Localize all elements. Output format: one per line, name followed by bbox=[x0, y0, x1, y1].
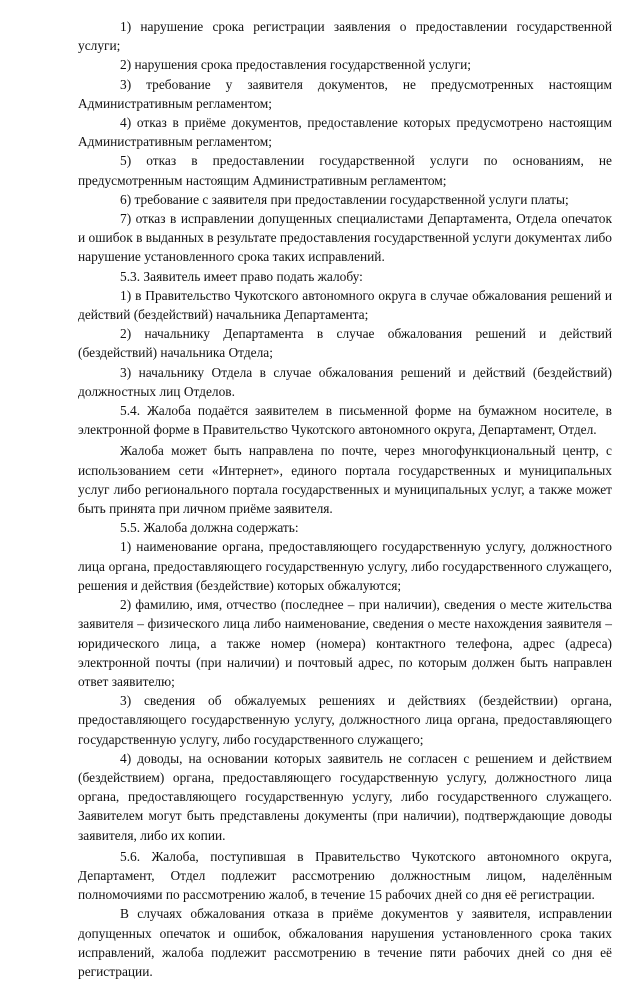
paragraph: 2) фамилию, имя, отчество (последнее – при наличии), сведения о месте жительства заявителя – физического лица либо наименование, сведения о месте нахождения заявителя – юридического лица, а также номер (номера) контактного телефона, адрес (адреса) электронной почты (при наличии) и почтовый адрес, по которым должен быть направлен ответ заявителю; bbox=[78, 597, 612, 689]
section-heading-5-3: 5.3. Заявитель имеет право подать жалобу: bbox=[120, 268, 363, 284]
paragraph: Жалоба может быть направлена по почте, через многофункциональный центр, с использованием сети «Интернет», единого портала государственных и муниципальных услуг либо регионального портала государственных и муниципальных услуг, а также может быть принята при личном приёме заявителя. bbox=[78, 443, 612, 517]
section-heading-5-5: 5.5. Жалоба должна содержать: bbox=[120, 520, 299, 536]
paragraph: 7) отказ в исправлении допущенных специалистами Департамента, Отдела опечаток и ошибок в выданных в результате предоставления государственной услуги документах либо нарушение установленного срока таких исправлений. bbox=[78, 211, 612, 265]
paragraph: 5) отказ в предоставлении государственной услуги по основаниям, не предусмотренным настоящим Административным регламентом; bbox=[78, 153, 612, 188]
paragraph: 1) нарушение срока регистрации заявления о предоставлении государственной услуги; bbox=[78, 19, 612, 54]
section-5-6: 5.6. Жалоба, поступившая в Правительство Чукотского автономного округа, Департамент, Отдел подлежит рассмотрению должностным лицом, наделённым полномочиями по рассмотрению жалоб, в течение 15 рабочих дней со дня её регистрации. bbox=[78, 848, 612, 903]
paragraph: 6) требование с заявителя при предоставлении государственной услуги платы; bbox=[120, 191, 569, 207]
paragraph: 1) в Правительство Чукотского автономного округа в случае обжалования решений и действий (бездействий) начальника Департамента; bbox=[78, 287, 612, 323]
paragraph: 3) начальнику Отдела в случае обжалования решений и действий (бездействий) должностных лиц Отделов. bbox=[78, 364, 612, 399]
paragraph: 1) наименование органа, предоставляющего государственную услугу, должностного лица органа, предоставляющего государственную услугу, либо государственного служащего, решения и действия (бездействие) которых обжалуются; bbox=[78, 539, 612, 593]
paragraph: 2) начальнику Департамента в случае обжалования решений и действий (бездействий) начальника Отдела; bbox=[78, 326, 612, 361]
paragraph: 3) сведения об обжалуемых решениях и действиях (бездействии) органа, предоставляющего государственную услугу, должностного лица органа, предоставляющего государственную услугу, либо государственного служащего; bbox=[78, 693, 612, 747]
paragraph: 4) доводы, на основании которых заявитель не согласен с решением и действием (бездействием) органа, предоставляющего государственную услугу, должностного лица органа, предоставляющего государственную услугу, либо государственного служащего. Заявителем могут быть представлены документы (при наличии), подтверждающие доводы заявителя, либо их копии. bbox=[78, 750, 612, 843]
paragraph: 4) отказ в приёме документов, предоставление которых предусмотрено настоящим Административным регламентом; bbox=[78, 115, 612, 150]
paragraph: В случаях обжалования отказа в приёме документов у заявителя, исправлении допущенных опечаток и ошибок, обжалования нарушения установленного срока таких исправлений, жалоба подлежит рассмотрению в течение пяти рабочих дней со дня её регистрации. bbox=[78, 906, 612, 979]
section-5-4: 5.4. Жалоба подаётся заявителем в письменной форме на бумажном носителе, в электронной форме в Правительство Чукотского автономного округа, Департамент, Отдел. bbox=[78, 403, 612, 438]
paragraph: 2) нарушения срока предоставления государственной услуги; bbox=[120, 57, 472, 73]
paragraph: 3) требование у заявителя документов, не предусмотренных настоящим Административным регламентом; bbox=[78, 76, 612, 111]
